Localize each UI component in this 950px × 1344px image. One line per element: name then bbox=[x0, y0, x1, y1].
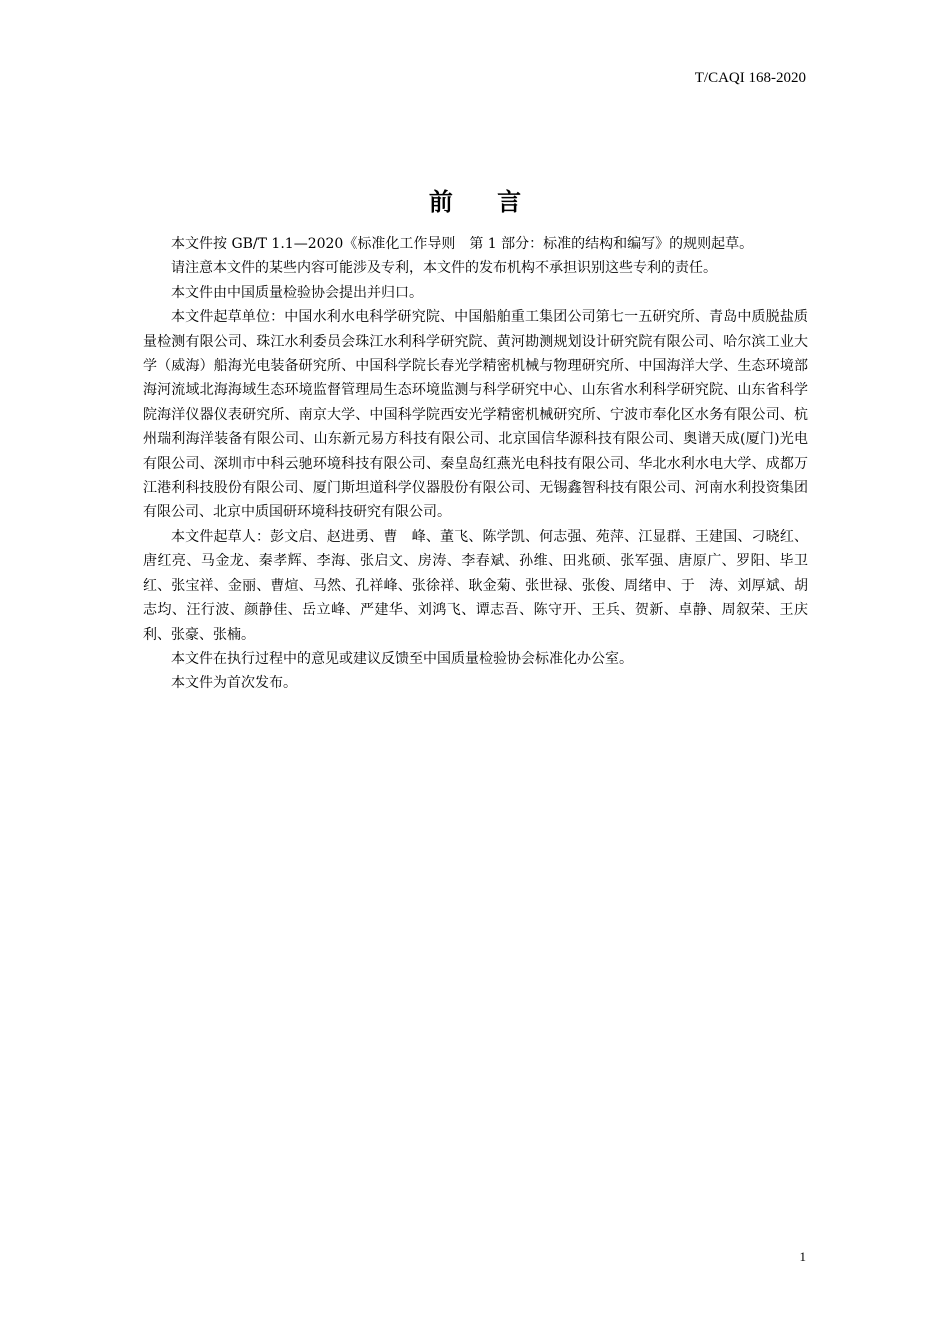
paragraph-proposer: 本文件由中国质量检验协会提出并归口。 bbox=[171, 284, 423, 301]
page-title: 前 言 bbox=[428, 188, 540, 216]
document-code: T/CAQI 168-2020 bbox=[694, 70, 806, 86]
paragraph-standard-basis: 本文件按 GB/T 1.1—2020《标准化工作导则 第 1 部分：标准的结构和编写》的规则起草。 bbox=[171, 236, 754, 252]
paragraph-drafters: 本文件起草人：彭文启、赵进勇、曹 峰、董飞、陈学凯、何志强、苑萍、江显群、王建国、刁晓红、唐红亮、马金龙、秦孝辉、李海、张启文、房涛、李春斌、孙维、田兆硕、张军强、唐原广、罗阳、毕卫红、张宝祥、金丽、曹煊、马然、孔祥峰、张徐祥、耿金菊、张世禄、张俊、周绪申、于 涛、刘厚斌、胡志均、汪行波、颜静佳、岳立峰、严建华、刘鸿飞、谭志吾、陈守开、王兵、贺新、卓静、周叙荣、王庆利、张豪、张楠。 bbox=[143, 528, 808, 643]
paragraph-patent-notice: 请注意本文件的某些内容可能涉及专利，本文件的发布机构不承担识别这些专利的责任。 bbox=[171, 260, 717, 277]
paragraph-first-release: 本文件为首次发布。 bbox=[171, 675, 297, 692]
paragraph-drafting-organizations: 本文件起草单位：中国水利水电科学研究院、中国船舶重工集团公司第七一五研究所、青岛中质脱盐质量检测有限公司、珠江水利委员会珠江水利科学研究院、黄河勘测规划设计研究院有限公司、哈尔滨工业大学（威海）船海光电装备研究所、中国科学院长春光学精密机械与物理研究所、中国海洋大学、生态环境部海河流域北海海域生态环境监督管理局生态环境监测与科学研究中心、山东省水利科学研究院、山东省科学院海洋仪器仪表研究所、南京大学、中国科学院西安光学精密机械研究所、宁波市奉化区水务有限公司、杭州瑞利海洋装备有限公司、山东新元易方科技有限公司、北京国信华源科技有限公司、奥谱天成(厦门)光电有限公司、深圳市中科云驰环境科技有限公司、秦皇岛红燕光电科技有限公司、华北水利水电大学、成都万江港利科技股份有限公司、厦门斯坦道科学仪器股份有限公司、无锡鑫智科技有限公司、河南水利投资集团有限公司、北京中质国研环境科技研究有限公司。 bbox=[143, 309, 808, 521]
page-number: 1 bbox=[799, 1249, 806, 1264]
foreword-body bbox=[143, 232, 808, 696]
paragraph-feedback: 本文件在执行过程中的意见或建议反馈至中国质量检验协会标准化办公室。 bbox=[171, 650, 633, 667]
